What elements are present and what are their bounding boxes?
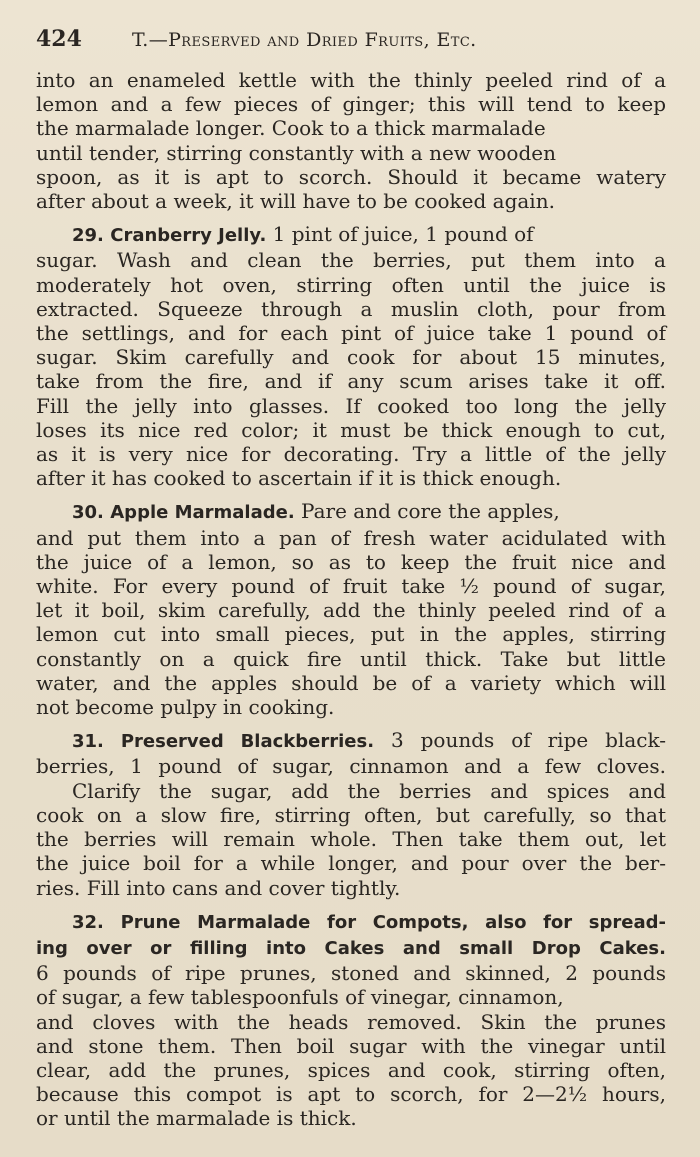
text-line: as it is very nice for decorating. Try a little of the jelly: [36, 442, 666, 467]
text-line: Clarify the sugar, add the berries and spices and: [72, 778, 666, 803]
recipe-first-line-text: Pare and core the apples,: [294, 499, 560, 524]
recipe-first-line: [36, 222, 666, 248]
text-line: into an enameled kettle with the thinly peeled rind of a: [36, 68, 666, 92]
recipe-first-line: [36, 499, 666, 525]
text-line: or until the marmalade is thick.: [36, 1106, 357, 1131]
text-line: berries, 1 pound of sugar, cinnamon and a few cloves.: [36, 754, 666, 779]
text-line: because this compot is apt to scorch, for 2—2½ hours,: [36, 1082, 666, 1107]
recipe-31: [36, 728, 666, 899]
continuation-paragraph: [36, 68, 666, 213]
text-line: ries. Fill into cans and cover tightly.: [36, 875, 401, 900]
recipe-title: Apple Marmalade.: [110, 502, 295, 524]
text-line: the settlings, and for each pint of juice take 1 pound of: [36, 321, 666, 346]
text-line: moderately hot oven, stirring often until the juice is: [36, 272, 666, 297]
text-line: and stone them. Then boil sugar with the vinegar until: [36, 1033, 666, 1058]
text-line: after about a week, it will have to be cooked again.: [36, 189, 555, 214]
text-line: until tender, stirring constantly with a new wooden: [36, 140, 556, 165]
text-line: and cloves with the heads removed. Skin the prunes: [36, 1009, 666, 1034]
text-line: not become pulpy in cooking.: [36, 695, 335, 720]
recipe-title: Cranberry Jelly.: [110, 225, 267, 247]
text-line: water, and the apples should be of a variety which will: [36, 670, 666, 695]
text-line: let it boil, skim carefully, add the thinly peeled rind of a: [36, 598, 666, 623]
text-line: loses its nice red color; it must be thick enough to cut,: [36, 417, 666, 442]
text-line: clear, add the prunes, spices and cook, stirring often,: [36, 1057, 666, 1082]
recipe-number: 30.: [72, 502, 104, 524]
recipe-32: [36, 909, 666, 1131]
recipe-first-line-text: 1 pint of juice, 1 pound of: [266, 222, 534, 247]
running-head: T.—Preserved and Dried Fruits, Etc.: [132, 29, 477, 51]
page-number: 424: [36, 26, 82, 52]
recipe-title: Prune Marmalade for Compots, also for spread-: [120, 911, 666, 933]
text-line: lemon and a few pieces of ginger; this will tend to keep: [36, 92, 666, 117]
recipe-number: 29.: [72, 225, 104, 247]
recipe-first-line: [36, 728, 666, 754]
recipe-29: [36, 222, 666, 490]
text-line: the marmalade longer. Cook to a thick marmalade: [36, 116, 546, 141]
text-line: and put them into a pan of fresh water acidulated with: [36, 525, 666, 550]
recipe-30: [36, 499, 666, 719]
text-line: lemon cut into small pieces, put in the apples, stirring: [36, 622, 666, 647]
text-line: cook on a slow fire, stirring often, but carefully, so that: [36, 802, 666, 827]
recipe-number: 31.: [72, 731, 104, 753]
recipe-title: Preserved Blackberries.: [120, 731, 375, 753]
text-line: after it has cooked to ascertain if it is thick enough.: [36, 466, 562, 491]
text-line: take from the fire, and if any scum arises take it off.: [36, 369, 666, 394]
text-line: constantly on a quick fire until thick. Take but little: [36, 646, 666, 671]
recipe-title-line-2: [36, 935, 666, 961]
recipe-number: 32.: [72, 911, 104, 933]
text-line: sugar. Wash and clean the berries, put them into a: [36, 248, 666, 273]
text-line: sugar. Skim carefully and cook for about 15 minutes,: [36, 345, 666, 370]
text-line: white. For every pound of fruit take ½ pound of sugar,: [36, 574, 666, 599]
text-line: extracted. Squeeze through a muslin cloth, pour from: [36, 296, 666, 321]
text-line: Fill the jelly into glasses. If cooked too long the jelly: [36, 393, 666, 418]
text-line: spoon, as it is apt to scorch. Should it became watery: [36, 164, 666, 189]
recipe-title-continued: ing over or filling into Cakes and small Drop Cakes.: [36, 937, 666, 959]
page-header: [36, 26, 666, 60]
text-line: the juice boil for a while longer, and pour over the ber-: [36, 851, 666, 876]
text-line: of sugar, a few tablespoonfuls of vinegar, cinnamon,: [36, 985, 564, 1010]
text-line: the berries will remain whole. Then take them out, let: [36, 827, 666, 852]
recipe-first-line: [36, 909, 666, 935]
recipe-first-line-text: 3 pounds of ripe black-: [374, 728, 666, 753]
text-line: 6 pounds of ripe prunes, stoned and skinned, 2 pounds: [36, 961, 666, 986]
text-line: the juice of a lemon, so as to keep the fruit nice and: [36, 549, 666, 574]
